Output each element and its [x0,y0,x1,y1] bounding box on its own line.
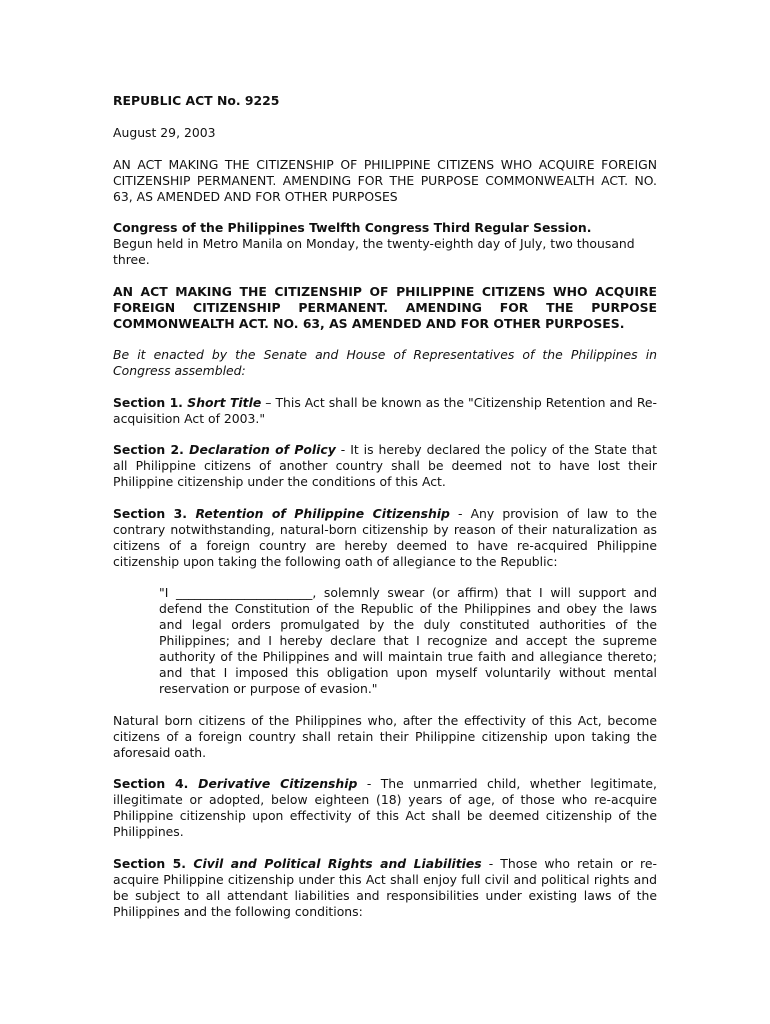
section-text: - Those who retain or re-acquire Philippine citizenship under this Act shall enjoy full civil and political rights and be subject to all attendant liabilities and responsibilities under existing laws of the Philippines and the following conditions: [113,855,657,919]
enacting-clause: Be it enacted by the Senate and House of Representatives of the Philippines in Congress assembled: [113,347,657,378]
congress-paragraph [113,220,657,268]
section-3 [113,506,657,570]
section-text: - It is hereby declared the policy of the State that all Philippine citizens of another country shall be deemed not to have lost their Philippine citizenship under the conditions of this Act. [113,442,657,489]
section-label: Section 1. [113,394,188,410]
section-1 [113,395,657,427]
document-date: August 29, 2003 [113,125,216,140]
congress-heading: Congress of the Philippines Twelfth Congress Third Regular Session. [113,220,592,235]
section-5 [113,856,657,920]
document-page [113,93,657,935]
natural-born-paragraph: Natural born citizens of the Philippines who, after the effectivity of this Act, become citizens of a foreign country shall retain their Philippine citizenship upon taking the aforesaid oath. [113,712,657,760]
section-title: Derivative Citizenship [198,776,358,791]
section-label: Section 4. [113,776,199,791]
document-title: REPUBLIC ACT No. 9225 [113,93,280,108]
section-text: – This Act shall be known as the "Citizenship Retention and Re-acquisition Act of 2003." [113,394,657,426]
section-title: Retention of Philippine Citizenship [195,505,450,521]
act-title-bold: AN ACT MAKING THE CITIZENSHIP OF PHILIPPINE CITIZENS WHO ACQUIRE FOREIGN CITIZENSHIP PERMANENT. AMENDING FOR THE PURPOSE COMMONWEALTH ACT. NO. 63, AS AMENDED AND FOR OTHER PURPOSES. [113,283,657,331]
section-label: Section 2. [113,442,190,457]
section-title: Declaration of Policy [189,442,336,457]
section-title: Short Title [187,394,262,410]
section-text: - The unmarried child, whether legitimate, illegitimate or adopted, below eighteen (18) years of age, of those who re-acquire Philippine citizenship upon effectivity of this Act shall be deemed citizenship of the Philippines. [113,776,657,839]
congress-text: Begun held in Metro Manila on Monday, the twenty-eighth day of July, two thousand three. [113,236,635,267]
section-title: Civil and Political Rights and Liabilities [193,855,482,871]
section-text: - Any provision of law to the contrary notwithstanding, natural-born citizenship by reason of their naturalization as citizens of a foreign country are hereby deemed to have re-acquired Philippine citizenship upon taking the following oath of allegiance to the Republic: [113,505,658,569]
act-caption: AN ACT MAKING THE CITIZENSHIP OF PHILIPPINE CITIZENS WHO ACQUIRE FOREIGN CITIZENSHIP PERMANENT. AMENDING FOR THE PURPOSE COMMONWEALTH ACT. NO. 63, AS AMENDED AND FOR OTHER PURPOSES [113,156,657,204]
section-2 [113,442,657,490]
section-label: Section 3. [113,505,196,521]
section-4 [113,776,657,840]
section-label: Section 5. [113,855,194,871]
oath-of-allegiance: "I ______________________, solemnly swear (or affirm) that I will support and defend the Constitution of the Republic of the Philippines and obey the laws and legal orders promulgated by the duly constituted authorities of the Philippines; and I hereby declare that I recognize and accept the supreme authority of the Philippines and will maintain true faith and allegiance thereto; and that I imposed this obligation upon myself voluntarily without mental reservation or purpose of evasion." [159,585,657,696]
